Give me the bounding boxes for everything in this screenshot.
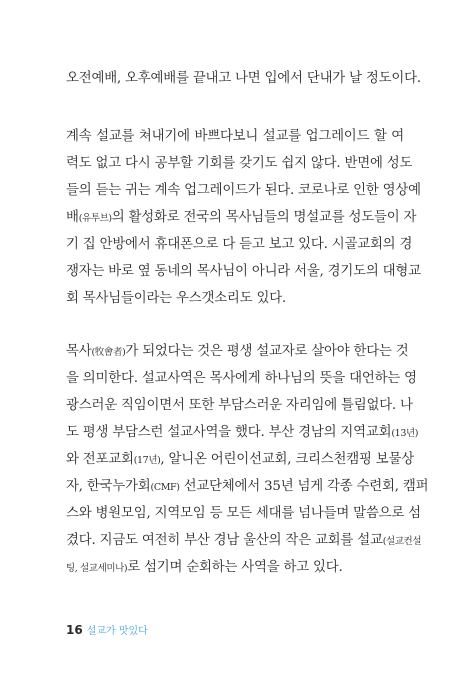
annotation-small: (유투브)	[78, 213, 112, 224]
text-run: 쟁자는 바로 옆 동네의 목사님이 아니라 서울, 경기도의 대형교	[66, 264, 421, 279]
paragraph-3-line-9	[66, 556, 404, 575]
paragraph-3-line-7	[66, 502, 421, 521]
annotation-small: (CMF)	[150, 482, 180, 493]
text-run: 배	[66, 210, 79, 225]
paragraph-2-line-1	[66, 125, 404, 144]
annotation-small: (17년)	[133, 455, 161, 466]
text-run: 력도 없고 다시 공부할 기회를 갖기도 쉽지 않다. 반면에 성도	[66, 156, 413, 171]
paragraph-2-line-5	[66, 233, 413, 252]
text-run: 겼다. 지금도 여전히 부산 경남 울산의 작은 교회를 설교	[66, 533, 383, 548]
text-run: 와 전포교회	[66, 452, 134, 467]
text-run: 로 섬기며 순회하는 사역을 하고 있다.	[127, 560, 343, 575]
page-footer	[66, 621, 148, 639]
annotation-small: (설교컨설	[382, 536, 422, 547]
paragraph-3-line-5	[66, 448, 414, 467]
paragraph-3-line-6	[66, 475, 429, 494]
text-run: , 알니온 어린이선교회, 크리스천캠핑 보물상	[160, 452, 414, 467]
text-run: 계속 설교를 쳐내기에 바쁘다보니 설교를 업그레이드 할 여	[66, 129, 404, 144]
paragraph-3-line-3	[66, 394, 413, 413]
text-run: 목사	[66, 344, 92, 359]
annotation-small: 팅, 설교세미나)	[66, 563, 128, 574]
annotation-small: (牧會者)	[91, 347, 126, 358]
paragraph-2-line-4	[66, 206, 417, 225]
text-run: 회 목사님들이라는 우스갯소리도 있다.	[66, 291, 286, 306]
text-run: 오전예배, 오후예배를 끝내고 나면 입에서 단내가 날 정도이다.	[66, 71, 421, 86]
text-run: 도 평생 부담스런 설교사역을 했다. 부산 경남의 지역교회	[66, 425, 392, 440]
paragraph-1-line-1	[66, 67, 421, 86]
annotation-small: (13년)	[391, 428, 419, 439]
paragraph-2-line-2	[66, 152, 413, 171]
paragraph-2-line-7	[66, 287, 404, 306]
page-number: 16	[66, 623, 83, 637]
text-run: 선교단체에서 35년 넘게 각종 수련회, 캠퍼	[179, 479, 429, 494]
paragraph-3-line-1	[66, 340, 409, 359]
text-run: 의 활성화로 전국의 목사님들의 명설교를 성도들이 자	[111, 210, 417, 225]
text-run: 기 집 안방에서 휴대폰으로 다 듣고 보고 있다. 시골교회의 경	[66, 237, 413, 252]
text-run: 을 의미한다. 설교사역은 목사에게 하나님의 뜻을 대언하는 영	[66, 371, 417, 386]
running-title: 설교가 맛있다	[86, 626, 148, 637]
text-run: 가 되었다는 것은 평생 설교자로 살아야 한다는 것	[125, 344, 409, 359]
paragraph-3-line-8	[66, 529, 422, 548]
paragraph-3-line-4	[66, 421, 419, 440]
text-run: 자, 한국누가회	[66, 479, 151, 494]
paragraph-3-line-2	[66, 367, 417, 386]
text-run: 광스러운 직임이면서 또한 부담스러운 자리임에 틀림없다. 나	[66, 398, 413, 413]
text-run: 스와 병원모임, 지역모임 등 모든 세대를 넘나들며 말씀으로 섬	[66, 506, 421, 521]
paragraph-2-line-6	[66, 260, 421, 279]
text-run: 들의 듣는 귀는 계속 업그레이드가 된다. 코로나로 인한 영상예	[66, 183, 421, 198]
paragraph-2-line-3	[66, 179, 421, 198]
